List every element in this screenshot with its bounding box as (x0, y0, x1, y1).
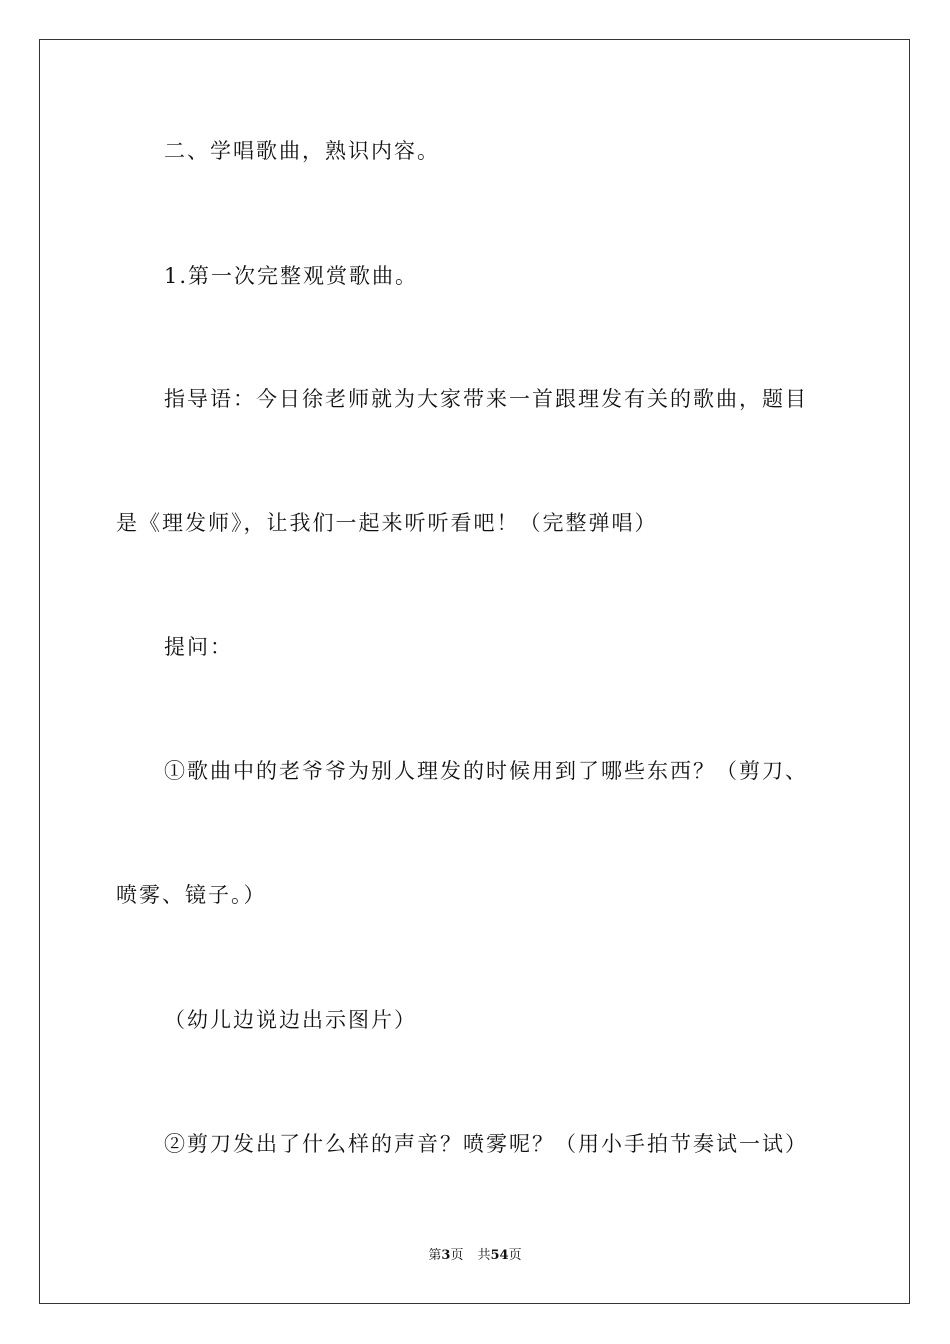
section-heading: 二、学唱歌曲，熟识内容。 (164, 139, 440, 163)
footer-page-prefix: 第 (428, 1248, 442, 1263)
paragraph-line: （幼儿边说边出示图片） (164, 1008, 417, 1032)
footer-total-prefix: 共 (477, 1248, 491, 1263)
paragraph-line: 是《理发师》，让我们一起来听听看吧！（完整弹唱） (116, 511, 658, 535)
page-footer (0, 1247, 950, 1265)
paragraph-line: 1.第一次完整观赏歌曲。 (164, 264, 419, 288)
paragraph-line: 喷雾、镜子。） (116, 883, 267, 907)
footer-page-number: 3 (441, 1248, 451, 1263)
footer-total-suffix: 页 (508, 1248, 522, 1263)
page-border (39, 39, 910, 1304)
paragraph-line: 指导语：今日徐老师就为大家带来一首跟理发有关的歌曲，题目 (164, 387, 808, 411)
paragraph-line: 提问： (164, 635, 233, 659)
paragraph-line: ①歌曲中的老爷爷为别人理发的时候用到了哪些东西？（剪刀、 (164, 759, 808, 783)
paragraph-line: ②剪刀发出了什么样的声音？喷雾呢？（用小手拍节奏试一试） (164, 1132, 808, 1156)
footer-page-suffix: 页 (450, 1248, 464, 1263)
footer-total-number: 54 (490, 1248, 509, 1263)
